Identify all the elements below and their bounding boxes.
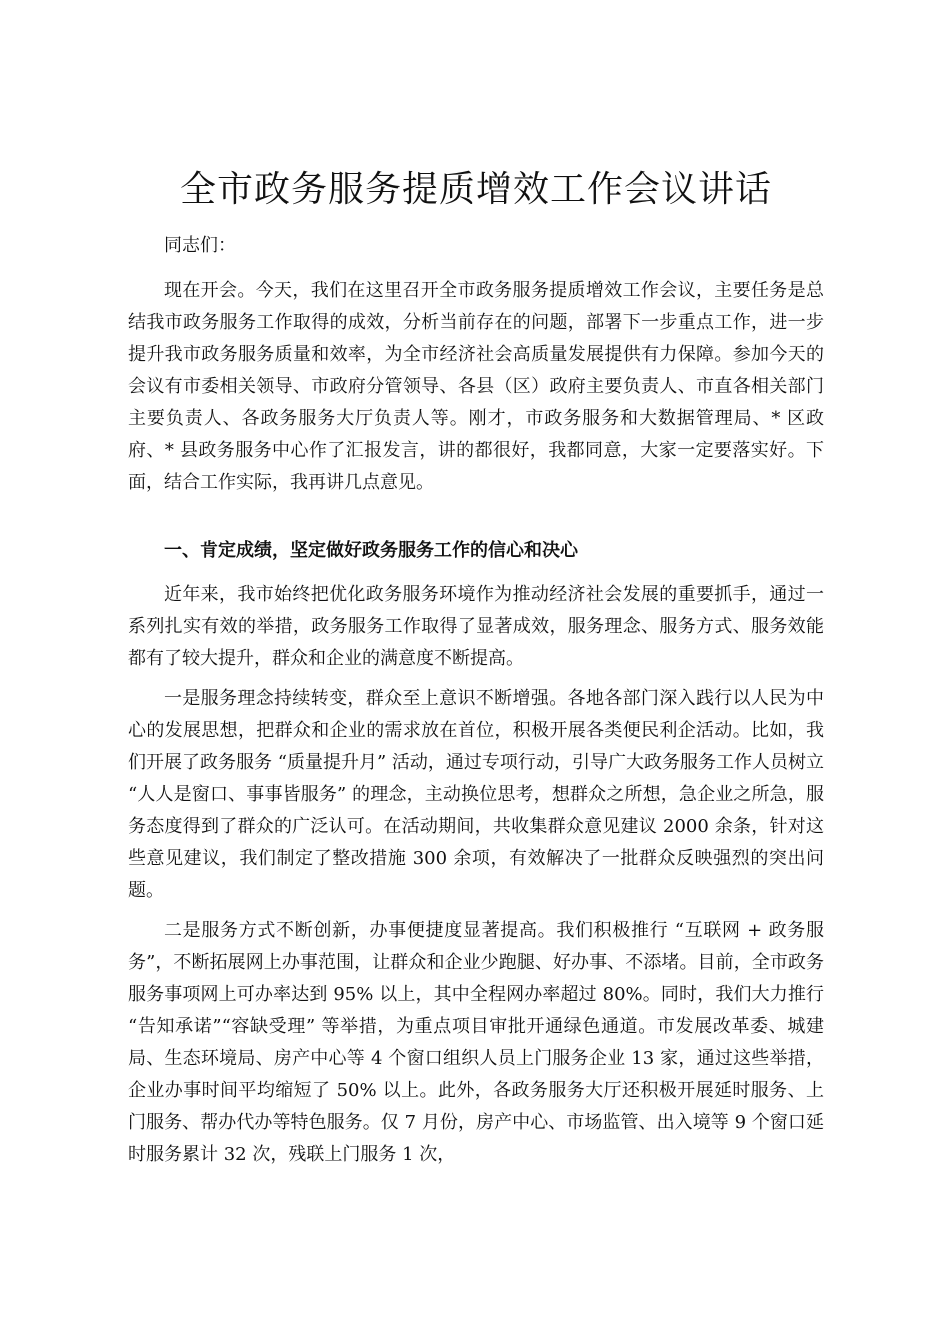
section1-paragraph-2: 一是服务理念持续转变，群众至上意识不断增强。各地各部门深入践行以人民为中心的发展思想，把群众和企业的需求放在首位，积极开展各类便民利企活动。比如，我们开展了政务服务 “质量提升月” 活动，通过专项行动，引导广大政务服务工作人员树立 “人人是窗口、事事皆服务” 的理念，主动换位思考，想群众之所想，急企业之所急，服务态度得到了群众的广泛认可。在活动期间，共收集群众意见建议 2000 余条，针对这些意见建议，我们制定了整改措施 300 余项，有效解决了一批群众反映强烈的突出问题。 xyxy=(128,688,824,901)
section1-paragraph-1: 近年来，我市始终把优化政务服务环境作为推动经济社会发展的重要抓手，通过一系列扎实有效的举措，政务服务工作取得了显著成效，服务理念、服务方式、服务效能都有了较大提升，群众和企业的满意度不断提高。 xyxy=(128,584,824,669)
document-body xyxy=(128,160,824,1171)
section-heading-1: 一、肯定成绩，坚定做好政务服务工作的信心和决心 xyxy=(164,540,578,561)
salutation: 同志们： xyxy=(164,235,236,256)
document-title: 全市政务服务提质增效工作会议讲话 xyxy=(179,169,772,210)
intro-paragraph: 现在开会。今天，我们在这里召开全市政务服务提质增效工作会议，主要任务是总结我市政务服务工作取得的成效，分析当前存在的问题，部署下一步重点工作，进一步提升我市政务服务质量和效率，为全市经济社会高质量发展提供有力保障。参加今天的会议有市委相关领导、市政府分管领导、各县（区）政府主要负责人、市直各相关部门主要负责人、各政务服务大厅负责人等。刚才，市政务服务和大数据管理局、* 区政府、* 县政务服务中心作了汇报发言，讲的都很好，我都同意，大家一定要落实好。下面，结合工作实际，我再讲几点意见。 xyxy=(128,280,824,493)
section1-paragraph-3: 二是服务方式不断创新，办事便捷度显著提高。我们积极推行 “互联网 + 政务服务”，不断拓展网上办事范围，让群众和企业少跑腿、好办事、不添堵。目前，全市政务服务事项网上可办率达到 95% 以上，其中全程网办率超过 80%。同时，我们大力推行 “告知承诺”“容缺受理” 等举措，为重点项目审批开通绿色通道。市发展改革委、城建局、生态环境局、房产中心等 4 个窗口组织人员上门服务企业 13 家，通过这些举措，企业办事时间平均缩短了 50% 以上。此外，各政务服务大厅还积极开展延时服务、上门服务、帮办代办等特色服务。仅 7 月份，房产中心、市场监管、出入境等 9 个窗口延时服务累计 32 次，残联上门服务 1 次， xyxy=(128,920,824,1165)
